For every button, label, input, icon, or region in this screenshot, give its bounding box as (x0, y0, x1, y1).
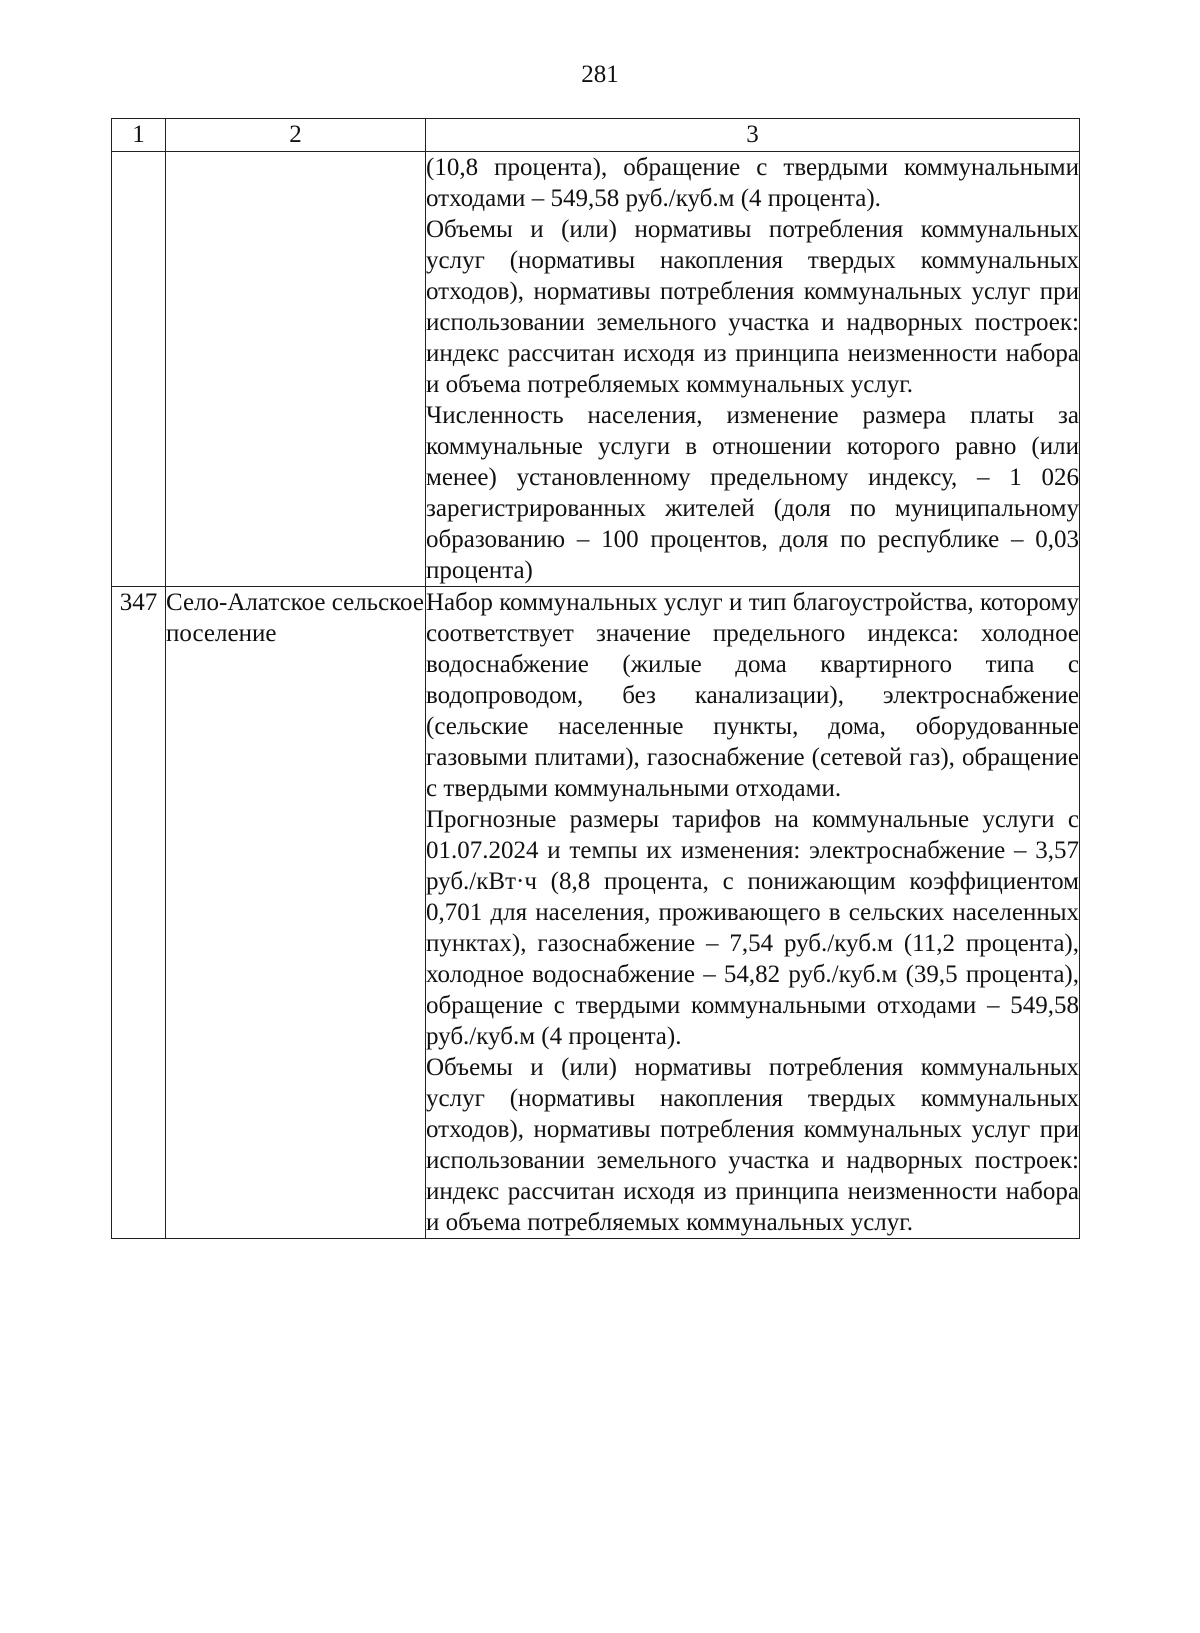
paragraph: Прогнозные размеры тарифов на коммунальные услуги с 01.07.2024 и темпы их изменения: электроснабжение – 3,57 руб./кВт·ч (8,8 процента, с понижающим коэффициентом 0,701 для населения, проживающего в сельских населенных пунктах), газоснабжение – 7,54 руб./куб.м (11,2 процента), холодное водоснабжение – 54,82 руб./куб.м (39,5 процента), обращение с твердыми коммунальными отходами – 549,58 руб./куб.м (4 процента). (426, 806, 1079, 1050)
row-description (426, 587, 1080, 1239)
page-number: 281 (581, 61, 619, 88)
paragraph: Набор коммунальных услуг и тип благоустройства, которому соответствует значение предельного индекса: холодное водоснабжение (жилые дома квартирного типа с водопроводом, без канализации), электроснабжение (сельские населенные пункты, дома, оборудованные газовыми плитами), газоснабжение (сетевой газ), обращение с твердыми коммунальными отходами. (426, 589, 1079, 802)
paragraph: (10,8 процента), обращение с твердыми коммунальными отходами – 549,58 руб./куб.м (4 процента). (426, 154, 1079, 212)
row-number (112, 152, 166, 587)
table-header-row (112, 119, 1080, 152)
column-header-1: 1 (112, 119, 166, 152)
column-header-2: 2 (166, 119, 426, 152)
municipality-name (166, 152, 426, 587)
paragraph: Объемы и (или) нормативы потребления коммунальных услуг (нормативы накопления твердых коммунальных отходов), нормативы потребления коммунальных услуг при использовании земельного участка и надворных построек: индекс рассчитан исходя из принципа неизменности набора и объема потребляемых коммунальных услуг. (426, 1054, 1079, 1236)
column-header-3: 3 (426, 119, 1080, 152)
row-description (426, 152, 1080, 587)
paragraph: Объемы и (или) нормативы потребления коммунальных услуг (нормативы накопления твердых коммунальных отходов), нормативы потребления коммунальных услуг при использовании земельного участка и надворных построек: индекс рассчитан исходя из принципа неизменности набора и объема потребляемых коммунальных услуг. (426, 216, 1079, 398)
municipality-name: Село-Алатское сельское поселение (166, 587, 426, 1239)
paragraph: Численность населения, изменение размера платы за коммунальные услуги в отношении которого равно (или менее) установленному предельному индексу, – 1 026 зарегистрированных жителей (доля по муниципальному образованию – 100 процентов, доля по республике – 0,03 процента) (426, 402, 1079, 584)
municipal-tariff-table (111, 118, 1080, 1239)
table-row (112, 587, 1080, 1239)
row-number: 347 (112, 587, 166, 1239)
table-row (112, 152, 1080, 587)
